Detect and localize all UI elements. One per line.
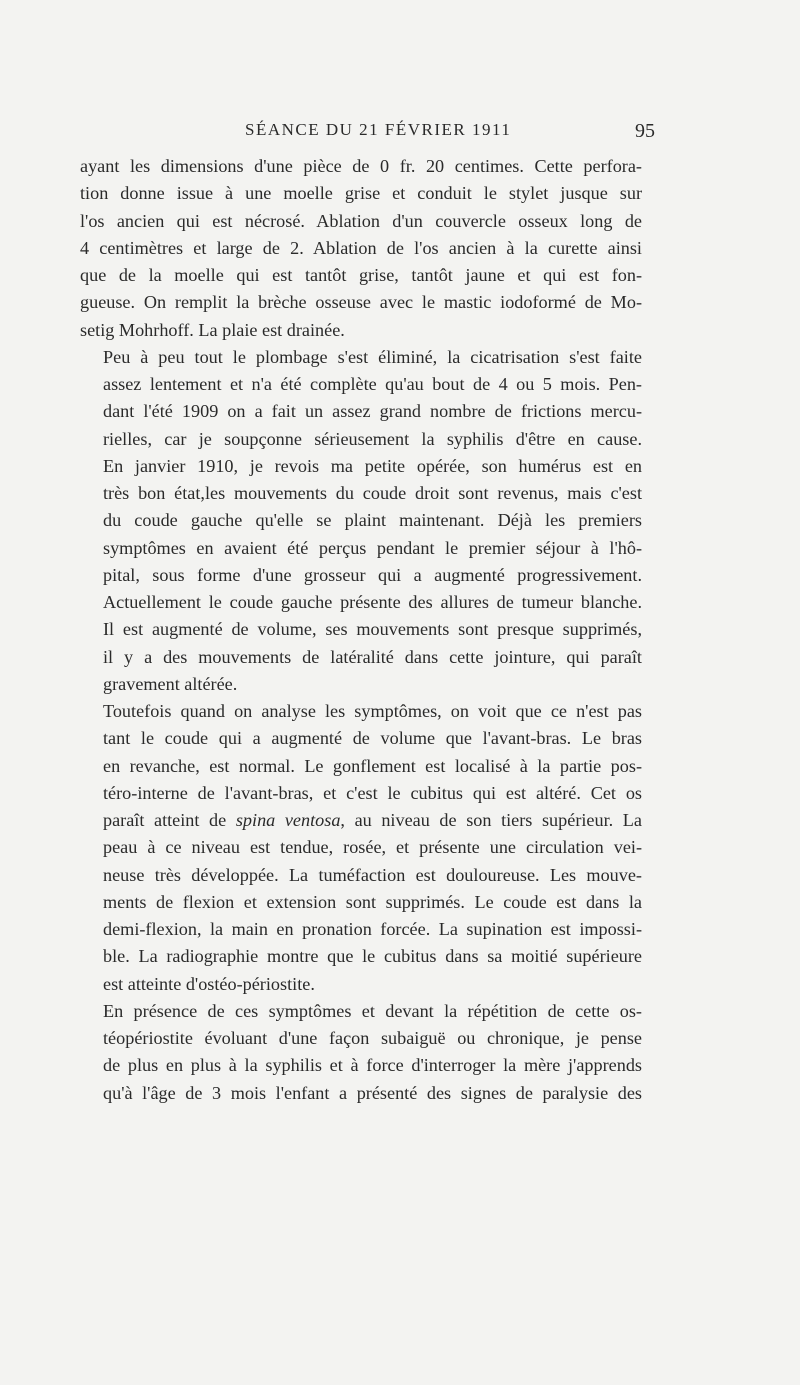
text-line-with-italic bbox=[80, 807, 642, 834]
text-line: dant l'été 1909 on a fait un assez grand nombre de frictions mercu- bbox=[103, 401, 642, 422]
paragraph-3 bbox=[80, 453, 642, 698]
text-line: ble. La radiographie montre que le cubitus dans sa moitié supérieure bbox=[103, 946, 642, 967]
italic-term: spina ventosa bbox=[235, 810, 341, 830]
text-line: Peu à peu tout le plombage s'est éliminé, la cicatrisation s'est faite bbox=[103, 346, 642, 367]
text-line: tion donne issue à une moelle grise et conduit le stylet jusque sur bbox=[80, 183, 642, 204]
text-line: Il est augmenté de volume, ses mouvements sont presque supprimés, bbox=[103, 619, 642, 640]
text-line: rielles, car je soupçonne sérieusement la syphilis d'être en cause. bbox=[103, 428, 642, 449]
text-line: de plus en plus à la syphilis et à force d'interroger la mère j'apprends bbox=[103, 1055, 642, 1076]
text-line: gueuse. On remplit la brèche osseuse avec le mastic iodoformé de Mo- bbox=[80, 292, 642, 313]
text-line: qu'à l'âge de 3 mois l'enfant a présenté des signes de paralysie des bbox=[103, 1082, 642, 1103]
body-text bbox=[80, 153, 642, 1107]
text-line: du coude gauche qu'elle se plaint maintenant. Déjà les premiers bbox=[103, 510, 642, 531]
paragraph-5 bbox=[80, 998, 642, 1107]
text-line: en revanche, est normal. Le gonflement est localisé à la partie pos- bbox=[103, 755, 642, 776]
text-line: que de la moelle qui est tantôt grise, tantôt jaune et qui est fon- bbox=[80, 265, 642, 285]
text-line: Toutefois quand on analyse les symptômes, on voit que ce n'est pas bbox=[103, 701, 642, 721]
text-line: ayant les dimensions d'une pièce de 0 fr. 20 centimes. Cette perfora- bbox=[80, 156, 642, 176]
text-line: ments de flexion et extension sont supprimés. Le coude est dans la bbox=[103, 891, 642, 912]
text-line: téro-interne de l'avant-bras, et c'est le cubitus qui est altéré. Cet os bbox=[103, 782, 642, 803]
paragraph-2 bbox=[80, 344, 642, 453]
paragraph-4 bbox=[80, 698, 642, 998]
paragraph-1 bbox=[80, 153, 642, 344]
text-line: tant le coude qui a augmenté de volume que l'avant-bras. Le bras bbox=[103, 728, 642, 749]
text-line: il y a des mouvements de latéralité dans cette jointure, qui paraît bbox=[103, 646, 642, 667]
text-line: setig Mohrhoff. La plaie est drainée. bbox=[80, 319, 345, 340]
text-segment: paraît atteint de bbox=[103, 810, 236, 830]
text-line: En présence de ces symptômes et devant la répétition de cette os- bbox=[103, 1000, 642, 1021]
text-line: Actuellement le coude gauche présente des allures de tumeur blanche. bbox=[103, 592, 642, 612]
running-head-title: SÉANCE DU 21 FÉVRIER 1911 bbox=[245, 120, 512, 139]
text-line: assez lentement et n'a été complète qu'au bout de 4 ou 5 mois. Pen- bbox=[103, 374, 642, 394]
text-line: est atteinte d'ostéo-périostite. bbox=[103, 973, 315, 994]
text-line: En janvier 1910, je revois ma petite opérée, son humérus est en bbox=[103, 455, 642, 476]
text-line: peau à ce niveau est tendue, rosée, et présente une circulation vei- bbox=[103, 837, 642, 858]
text-segment: , au niveau de son tiers supérieur. La bbox=[340, 810, 642, 830]
text-line: neuse très développée. La tuméfaction est douloureuse. Les mouve- bbox=[103, 864, 642, 885]
running-head bbox=[245, 120, 655, 144]
text-line: demi-flexion, la main en pronation forcée. La supination est impossi- bbox=[103, 919, 642, 939]
text-line: 4 centimètres et large de 2. Ablation de l'os ancien à la curette ainsi bbox=[80, 237, 642, 258]
text-line: symptômes en avaient été perçus pendant le premier séjour à l'hô- bbox=[103, 537, 642, 558]
text-line: téopériostite évoluant d'une façon subaiguë ou chronique, je pense bbox=[103, 1028, 642, 1048]
text-line: pital, sous forme d'une grosseur qui a augmenté progressivement. bbox=[103, 564, 642, 585]
text-line: très bon état,les mouvements du coude droit sont revenus, mais c'est bbox=[103, 483, 642, 503]
text-line: l'os ancien qui est nécrosé. Ablation d'un couvercle osseux long de bbox=[80, 210, 642, 231]
text-line: gravement altérée. bbox=[103, 673, 238, 694]
page-number: 95 bbox=[635, 120, 655, 142]
